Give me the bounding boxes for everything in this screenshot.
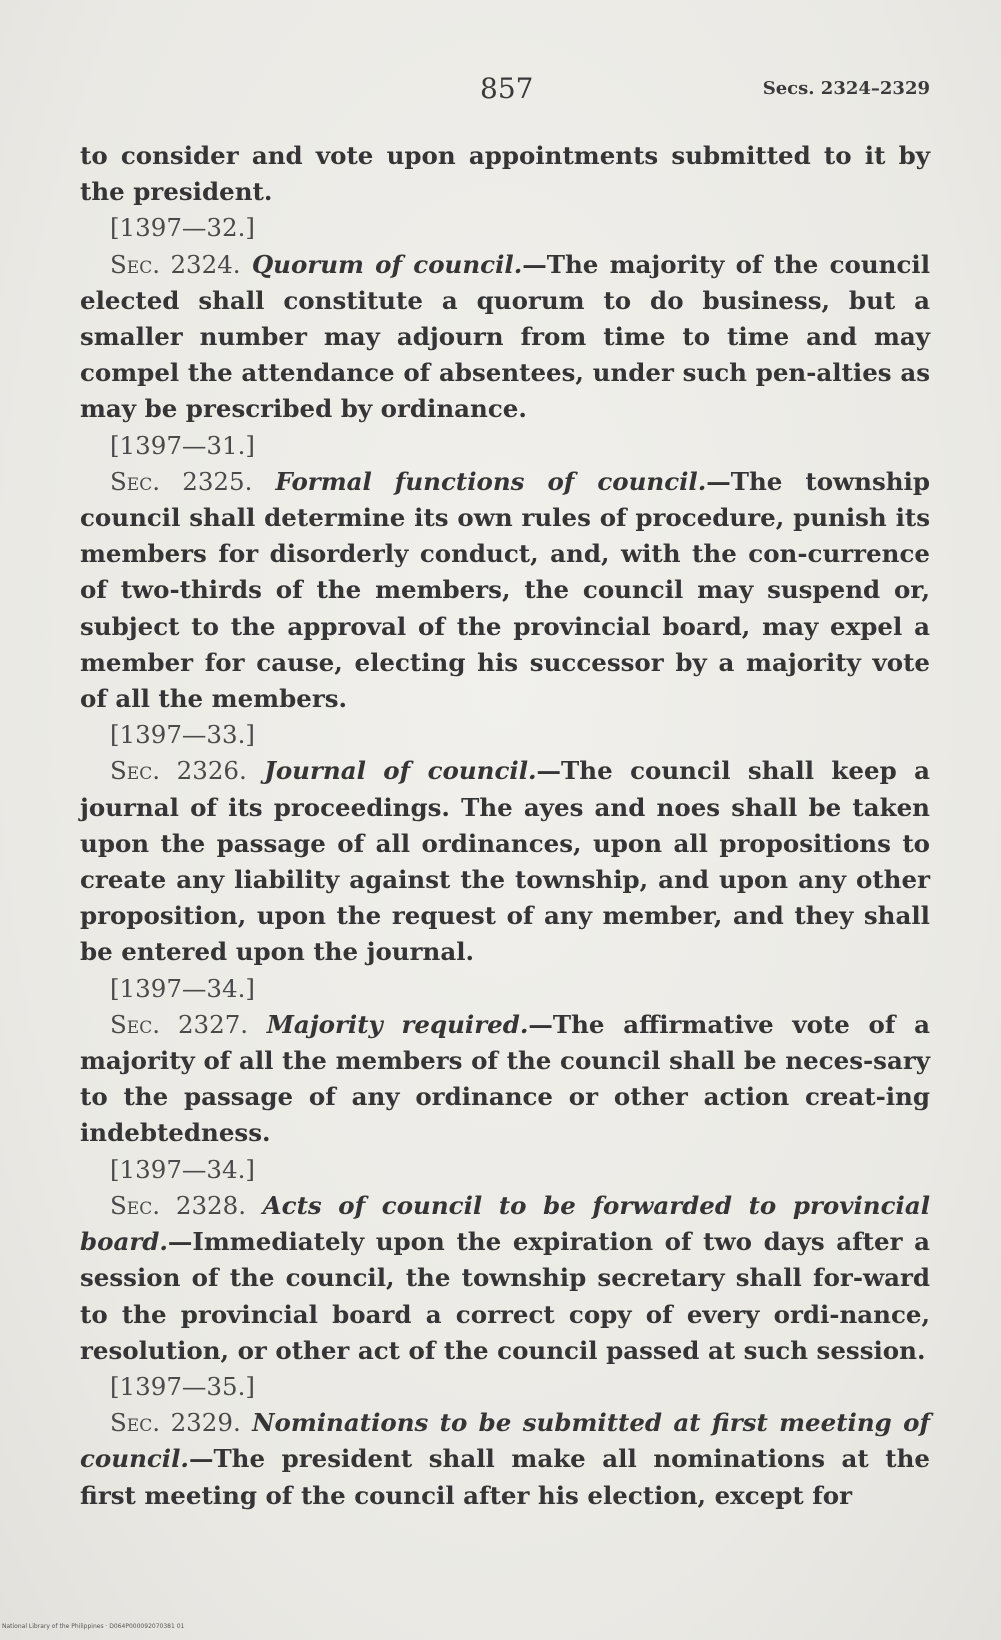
section-range: Secs. 2324–2329 bbox=[762, 78, 930, 99]
section-title: Journal of council. bbox=[264, 756, 537, 786]
section-title: Formal functions of council. bbox=[275, 466, 707, 496]
scan-footer: National Library of the Philippines · D064P000092070381 01 bbox=[2, 1623, 185, 1630]
section-title: Quorum of council. bbox=[251, 249, 523, 279]
citation: [1397—32.] bbox=[110, 213, 255, 243]
section-paragraph bbox=[80, 1007, 930, 1152]
section-text: —The president shall make all nominations at the first meeting of the council after his election, except for bbox=[80, 1444, 930, 1510]
section-title: Acts of council to be forwarded to provincial board. bbox=[80, 1190, 931, 1257]
section-paragraph bbox=[80, 1405, 930, 1514]
section-number: Sec. 2326. bbox=[110, 756, 247, 786]
citation: [1397—34.] bbox=[110, 1154, 255, 1184]
section-number: Sec. 2328. bbox=[110, 1190, 247, 1220]
intro-paragraph: to consider and vote upon appointments submitted to it by the president. bbox=[80, 141, 930, 207]
page-header bbox=[80, 72, 930, 112]
section-number: Sec. 2329. bbox=[110, 1408, 241, 1438]
page-number: 857 bbox=[480, 72, 534, 105]
section-text: —The council shall keep a journal of its proceedings. The ayes and noes shall be taken upon the passage of all ordinances, upon all propositions to create any liability against the township, and upon any other proposition, upon the request of any member, and they shall be entered upon the journal. bbox=[80, 756, 931, 967]
section-paragraph bbox=[80, 753, 930, 970]
body-text bbox=[80, 138, 930, 1514]
section-paragraph bbox=[80, 247, 930, 428]
citation: [1397—31.] bbox=[110, 430, 255, 460]
section-title: Nominations to be submitted at first meeting of council. bbox=[80, 1408, 931, 1474]
section-number: Sec. 2325. bbox=[110, 466, 253, 496]
section-text: —The affirmative vote of a majority of all the members of the council shall be neces-sary to the passage of any ordinance or other action creat-ing indebtedness. bbox=[80, 1009, 930, 1148]
section-text: —The township council shall determine its own rules of procedure, punish its members for disorderly conduct, and, with the con-currence of two-thirds of the members, the council may suspend or, subject to the approval of the provincial board, may expel a member for cause, electing his successor by a majority vote of all the members. bbox=[80, 466, 930, 714]
section-text: —Immediately upon the expiration of two days after a session of the council, the township secretary shall for-ward to the provincial board a correct copy of every ordi-nance, resolution, or other act of the council passed at such session. bbox=[80, 1227, 930, 1365]
section-title: Majority required. bbox=[266, 1009, 529, 1039]
citation: [1397—35.] bbox=[110, 1371, 255, 1401]
section-paragraph bbox=[80, 1188, 930, 1369]
citation: [1397—33.] bbox=[110, 720, 255, 750]
citation: [1397—34.] bbox=[110, 973, 255, 1003]
section-text: —The majority of the council elected shall constitute a quorum to do business, but a smaller number may adjourn from time to time and may compel the attendance of absentees, under such pen-alties as may be prescribed by ordinance. bbox=[80, 249, 931, 424]
section-number: Sec. 2324. bbox=[110, 249, 241, 279]
section-number: Sec. 2327. bbox=[110, 1009, 249, 1039]
section-paragraph bbox=[80, 464, 930, 717]
